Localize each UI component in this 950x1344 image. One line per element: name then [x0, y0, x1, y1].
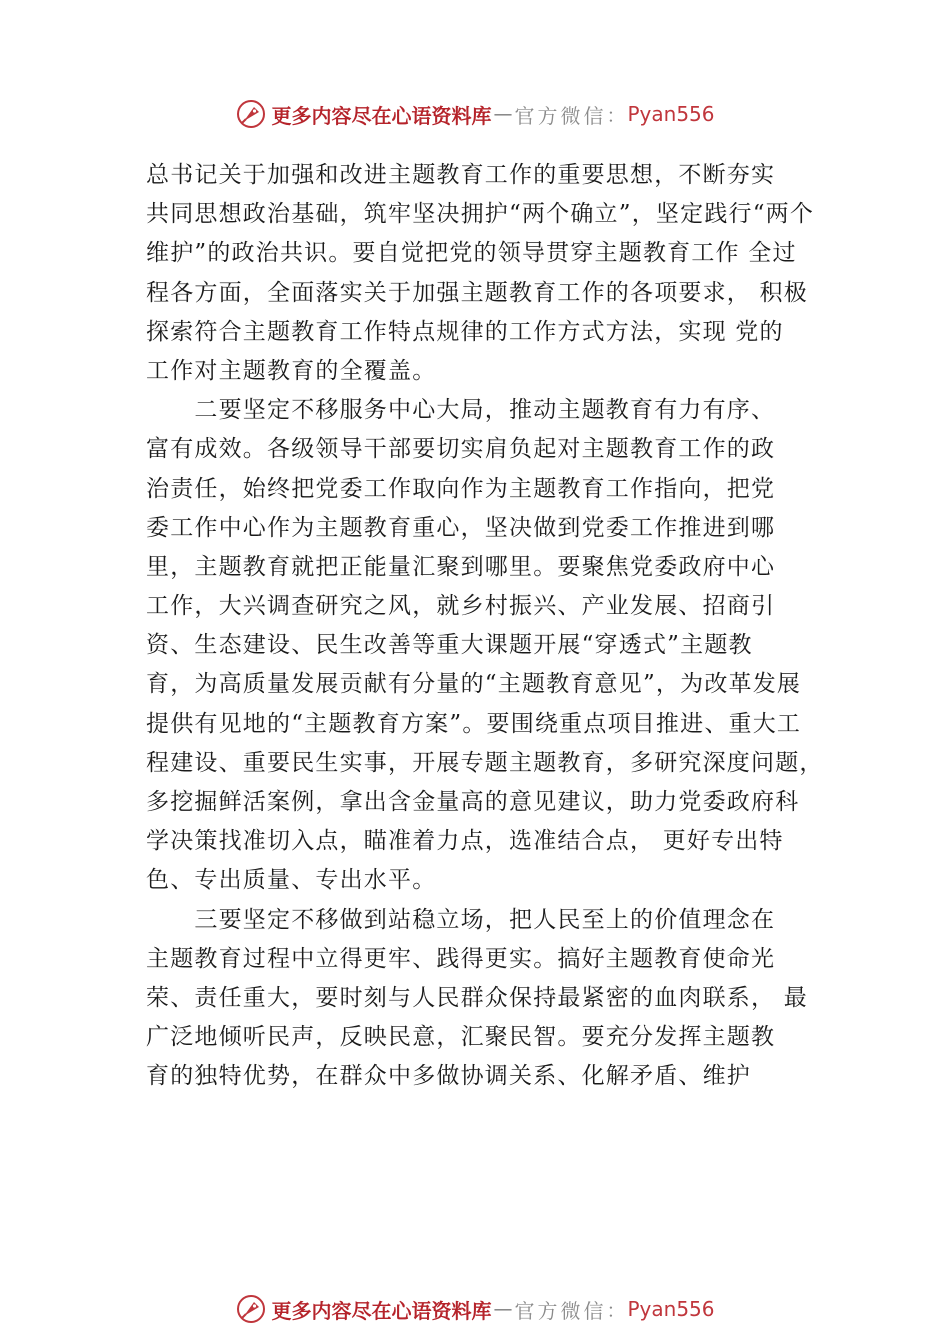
header-dash: —: [493, 103, 513, 125]
text-line: 探索符合主题教育工作特点规律的工作方式方法，实现 党的: [146, 318, 784, 345]
text-line: 富有成效。各级领导干部要切实肩负起对主题教育工作的政: [146, 436, 776, 463]
footer-colon: ：: [606, 1299, 626, 1322]
text-line: 资、生态建设、民生改善等重大课题开展“穿透式”主题教: [146, 632, 753, 659]
header-wechat-label: 官方微信: [514, 103, 607, 128]
text-line: 荣、责任重大，要时刻与人民群众保持最紧密的血肉联系， 最: [146, 984, 808, 1011]
text-line: 程建设、重要民生实事，开展专题主题教育，多研究深度问题，: [146, 749, 824, 776]
text-line: 治责任，始终把党委工作取向作为主题教育工作指向，把党: [146, 475, 776, 502]
text-line: 里，主题教育就把正能量汇聚到哪里。要聚焦党委政府中心: [146, 553, 776, 580]
text-line: 程各方面，全面落实关于加强主题教育工作的各项要求， 积极: [146, 279, 808, 306]
text-line: 育，为高质量发展贡献有分量的“主题教育意见”，为改革发展: [146, 671, 802, 698]
header-colon: ：: [606, 104, 626, 127]
header-banner-text: 更多内容尽在心语资料库: [271, 103, 492, 128]
text-line: 工作对主题教育的全覆盖。: [146, 357, 437, 384]
text-line: 二要坚定不移服务中心大局，推动主题教育有力有序、: [146, 397, 776, 424]
text-line: 色、专出质量、专出水平。: [146, 867, 437, 894]
text-line: 主题教育过程中立得更牢、践得更实。搞好主题教育使命光: [146, 945, 776, 972]
text-line: 多挖掘鲜活案例，拿出含金量高的意见建议，助力党委政府科: [146, 789, 800, 815]
text-line: 工作，大兴调查研究之风，就乡村振兴、产业发展、招商引: [146, 593, 776, 620]
footer-banner: [0, 1289, 950, 1329]
text-line: 学决策找准切入点，瞄准着力点，选准结合点， 更好专出特: [146, 828, 784, 855]
text-line: 共同思想政治基础，筑牢坚决拥护“两个确立”，坚定践行“两个: [146, 201, 815, 228]
text-line: 提供有见地的“主题教育方案”。要围绕重点项目推进、重大工: [146, 710, 802, 737]
document-body: [146, 156, 836, 1097]
text-line: 总书记关于加强和改进主题教育工作的重要思想，不断夯实: [146, 162, 776, 188]
text-line: 三要坚定不移做到站稳立场，把人民至上的价值理念在: [146, 906, 776, 933]
footer-account: Pyan556: [627, 1297, 715, 1321]
text-line: 广泛地倾听民声，反映民意，汇聚民智。要充分发挥主题教: [146, 1024, 776, 1051]
text-line: 委工作中心作为主题教育重心，坚决做到党委工作推进到哪: [146, 514, 776, 541]
text-line: 维护”的政治共识。要自觉把党的领导贯穿主题教育工作 全过: [146, 240, 797, 267]
footer-banner-text: 更多内容尽在心语资料库: [271, 1298, 492, 1323]
text-line: 育的独特优势，在群众中多做协调关系、化解矛盾、维护: [146, 1063, 751, 1090]
pen-nib-logo-icon: [235, 1293, 267, 1325]
pen-nib-logo-icon: [235, 98, 267, 130]
footer-dash: —: [493, 1298, 513, 1320]
header-banner: [0, 94, 950, 134]
header-account: Pyan556: [627, 102, 715, 126]
footer-wechat-label: 官方微信: [514, 1298, 607, 1323]
